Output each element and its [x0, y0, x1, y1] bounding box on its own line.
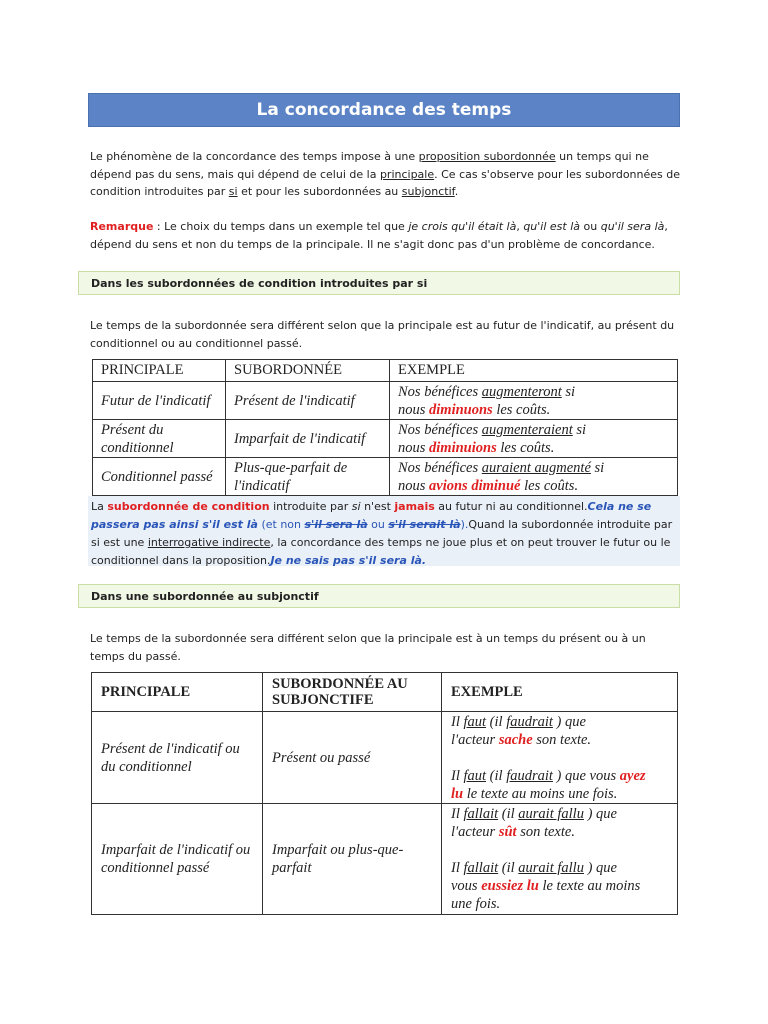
example-text: si: [572, 421, 587, 438]
table-header-row: [92, 673, 678, 712]
section-heading-condition: Dans les subordonnées de condition introduites par si: [78, 271, 680, 295]
example-text: l'acteur: [451, 824, 499, 840]
table-cell: Plus-que-parfait de l'indicatif: [226, 458, 390, 496]
example-verb: auraient augmenté: [481, 459, 591, 476]
table-header: EXEMPLE: [442, 673, 678, 712]
note-text: La: [91, 500, 108, 513]
table-cell: [390, 420, 678, 458]
example-text: nous: [398, 477, 430, 494]
link-principale[interactable]: principale: [379, 167, 435, 181]
remark-paragraph: [90, 218, 680, 253]
note-text: si: [351, 500, 361, 513]
example-verb: faut: [463, 767, 487, 784]
remark-example: qu'il est là: [523, 220, 581, 233]
example-text: (il: [486, 767, 507, 784]
table-row: [92, 712, 678, 804]
example-text: nous: [398, 401, 430, 418]
example-text: les coûts.: [492, 401, 551, 418]
section-heading-subjonctif: Dans une subordonnée au subjonctif: [78, 584, 680, 608]
table-header: EXEMPLE: [390, 360, 678, 382]
note-text: (et non: [257, 518, 305, 531]
example-text: ) que: [583, 860, 617, 876]
table-cell: [390, 458, 678, 496]
example-highlight: diminuions: [429, 439, 497, 456]
table-row: [93, 420, 678, 458]
example-highlight: diminuons: [429, 401, 493, 418]
example-text: les coûts.: [520, 477, 579, 494]
remark-text: , dépend du sens et non du temps de la principale. Il ne s'agit donc pas d'un problème de concordance.: [90, 220, 668, 251]
table-cell: Présent ou passé: [263, 712, 442, 804]
example-verb: faudrait: [506, 767, 553, 784]
example-highlight: sache: [498, 731, 533, 748]
example-text: (il: [486, 713, 507, 730]
table-header-row: [93, 360, 678, 382]
table-header: PRINCIPALE: [93, 360, 226, 382]
note-text: ).: [460, 518, 469, 531]
intro-text: .: [454, 185, 459, 198]
example-text: si: [590, 459, 605, 476]
example-verb: faudrait: [506, 713, 553, 730]
note-example: Je ne sais pas s'il sera là.: [270, 554, 427, 567]
page-title: La concordance des temps: [88, 93, 680, 127]
note-text: ou: [367, 518, 389, 531]
example-text: les coûts.: [496, 439, 555, 456]
remark-text: ,: [516, 220, 524, 233]
example-verb: aurait fallu: [518, 806, 584, 822]
example-verb: aurait fallu: [518, 860, 584, 876]
note-wrong-example: s'il sera là: [304, 518, 368, 531]
table-row: [93, 382, 678, 420]
note-wrong-example: s'il serait là: [388, 518, 461, 531]
example-text: nous: [398, 439, 430, 456]
example-text: (il: [498, 860, 519, 876]
note-box: [88, 496, 680, 566]
remark-label: Remarque: [90, 220, 154, 233]
note-highlight: jamais: [394, 500, 435, 513]
example-text: une fois.: [451, 896, 501, 912]
table-cell: Futur de l'indicatif: [93, 382, 226, 420]
table-subjonctif: [91, 672, 678, 915]
note-text: , la concordance des temps ne joue plus et on peut trouver le futur ou le conditionnel dans la proposition.: [91, 536, 671, 567]
example-text: Il: [451, 767, 464, 784]
intro-text: un temps qui ne dépend pas du sens, mais qui dépend de celui de la: [90, 150, 649, 181]
example-highlight: eussiez lu: [481, 878, 539, 894]
intro-text: et pour les subordonnées au: [237, 185, 402, 198]
example-text: l'acteur: [451, 731, 499, 748]
section1-intro: Le temps de la subordonnée sera différent selon que la principale est au futur de l'indicatif, au présent du conditionnel ou au conditionnel passé.: [90, 319, 675, 350]
table-cell: [390, 382, 678, 420]
remark-example: qu'il sera là: [600, 220, 665, 233]
link-subjonctif[interactable]: subjonctif: [401, 185, 455, 198]
note-text: au futur ni au conditionnel.: [434, 500, 588, 513]
table-cell: Présent du conditionnel: [93, 420, 226, 458]
example-text: vous: [451, 878, 482, 894]
example-text: ) que: [583, 806, 617, 822]
note-example: Cela ne se passera pas ainsi s'il est là: [91, 500, 652, 531]
table-row: [93, 458, 678, 496]
note-highlight: subordonnée de condition: [107, 500, 270, 513]
example-text: ) que vous: [552, 767, 620, 784]
example-text: (il: [498, 806, 519, 822]
example-verb: faut: [463, 713, 487, 730]
remark-text: : Le choix du temps dans un exemple tel que: [153, 220, 409, 233]
example-text: ) que: [552, 713, 586, 730]
note-text: Quand la subordonnée introduite par si est une: [91, 518, 673, 549]
table-condition: [92, 359, 678, 496]
table-cell: Imparfait de l'indicatif ou conditionnel passé: [92, 804, 263, 915]
table-cell: Conditionnel passé: [93, 458, 226, 496]
table-cell: Présent de l'indicatif ou du conditionnel: [92, 712, 263, 804]
example-text: Il: [451, 713, 464, 730]
remark-example: je crois qu'il était là: [408, 220, 517, 233]
example-highlight: avions diminué: [429, 477, 521, 494]
example-text: Il: [451, 806, 464, 822]
intro-text: Le phénomène de la concordance des temps impose à une: [90, 150, 419, 163]
section2-intro: Le temps de la subordonnée sera différent selon que la principale est à un temps du présent ou à un temps du passé.: [90, 632, 646, 663]
example-text: son texte.: [532, 731, 592, 748]
example-highlight: ayez: [619, 767, 646, 784]
table-header: PRINCIPALE: [92, 673, 263, 712]
example-text: si: [561, 383, 576, 400]
link-interrogative-indirecte[interactable]: interrogative indirecte: [147, 536, 271, 549]
example-text: Nos bénéfices: [398, 383, 482, 400]
example-text: Nos bénéfices: [398, 459, 482, 476]
table-cell: [442, 712, 678, 804]
table-cell: Imparfait ou plus-que-parfait: [263, 804, 442, 915]
link-proposition-subordonnee[interactable]: proposition subordonnée: [418, 150, 556, 163]
remark-text: ou: [580, 220, 601, 233]
link-si[interactable]: si: [228, 185, 238, 198]
note-text: n'est: [360, 500, 395, 513]
table-header: SUBORDONNÉE AU SUBJONCTIFE: [263, 673, 442, 712]
table-cell: Présent de l'indicatif: [226, 382, 390, 420]
note-text: introduite par: [269, 500, 352, 513]
example-text: Nos bénéfices: [398, 421, 482, 438]
example-text: le texte au moins une fois.: [463, 785, 618, 802]
table-row: [92, 804, 678, 915]
example-verb: fallait: [463, 806, 499, 822]
table-header: SUBORDONNÉE: [226, 360, 390, 382]
example-text: son texte.: [516, 824, 575, 840]
example-highlight: sût: [498, 824, 517, 840]
intro-text: . Ce cas s'observe pour les subordonnées de condition introduites par: [90, 167, 681, 198]
example-verb: augmenteraient: [481, 421, 573, 438]
intro-paragraph: [90, 148, 680, 201]
example-verb: augmenteront: [481, 383, 562, 400]
example-highlight: lu: [451, 785, 464, 802]
example-verb: fallait: [463, 860, 499, 876]
example-text: Il: [451, 860, 464, 876]
table-cell: Imparfait de l'indicatif: [226, 420, 390, 458]
example-text: le texte au moins: [538, 878, 641, 894]
table-cell: [442, 804, 678, 915]
